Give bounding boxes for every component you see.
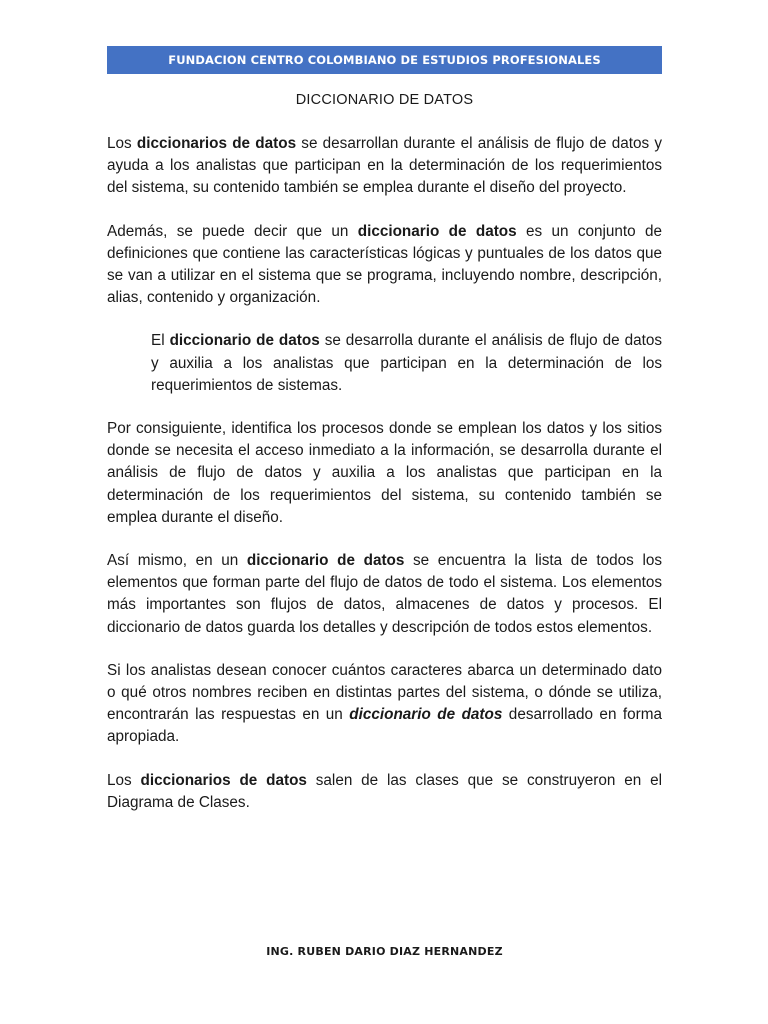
- document-footer-author: ING. RUBEN DARIO DIAZ HERNANDEZ: [266, 945, 503, 958]
- paragraph-4: [107, 418, 662, 529]
- paragraph-6: [107, 660, 662, 749]
- paragraph-3-indented: [151, 330, 662, 397]
- document-body: [107, 133, 662, 835]
- paragraph-2: [107, 221, 662, 310]
- emphasis-term: diccionarios de datos: [136, 135, 297, 152]
- text-run: desarrollado en forma apropiada.: [107, 706, 662, 746]
- text-run: Así mismo, en un: [107, 552, 247, 570]
- text-run: Además, se puede decir que un: [107, 222, 358, 240]
- text-run: es un conjunto de definiciones que contiene las características lógicas y puntuales de los datos que se van a utilizar en el sistema que se programa, incluyendo nombre, descripción, alias, contenido y organización.: [107, 222, 662, 307]
- text-run: Los: [107, 771, 141, 789]
- text-run: se desarrolla durante el análisis de flujo de datos y auxilia a los analistas que participan en la determinación de los requerimientos de sistemas.: [151, 332, 662, 394]
- paragraph-5: [107, 550, 662, 639]
- text-run: Por consiguiente, identifica los procesos donde se emplean los datos y los sitios donde se necesita el acceso inmediato a la información, se desarrolla durante el análisis de flujo de datos y auxilia a los analistas que participan en la determinación de los requerimientos del sistema, su contenido también se emplea durante el diseño.: [107, 420, 662, 526]
- institution-header-band: [107, 46, 662, 74]
- emphasis-term: diccionario de datos: [349, 706, 503, 724]
- emphasis-term: diccionario de datos: [357, 222, 517, 240]
- text-run: Si los analistas desean conocer cuántos caracteres abarca un determinado dato o qué otros nombres reciben en distintas partes del sistema, o dónde se utiliza, encontrarán las respuestas en un: [107, 661, 662, 724]
- paragraph-7: [107, 770, 662, 814]
- emphasis-term: diccionarios de datos: [140, 771, 307, 789]
- text-run: se encuentra la lista de todos los elementos que forman parte del flujo de datos de todo el sistema. Los elementos más importantes son flujos de datos, almacenes de datos y procesos. El diccionario de datos guarda los detalles y descripción de todos estos elementos.: [107, 552, 663, 636]
- text-run: El: [151, 332, 170, 350]
- emphasis-term: diccionario de datos: [246, 552, 405, 570]
- institution-name: FUNDACION CENTRO COLOMBIANO DE ESTUDIOS PROFESIONALES: [168, 53, 601, 67]
- text-run: salen de las clases que se construyeron en el Diagrama de Clases.: [107, 771, 662, 811]
- document-title: DICCIONARIO DE DATOS: [295, 92, 474, 108]
- paragraph-1: [107, 133, 662, 200]
- text-run: se desarrollan durante el análisis de flujo de datos y ayuda a los analistas que participan en la determinación de los requerimientos del sistema, su contenido también se emplea durante el diseño del proyecto.: [107, 135, 663, 197]
- text-run: Los: [107, 135, 137, 152]
- emphasis-term: diccionario de datos: [169, 332, 320, 350]
